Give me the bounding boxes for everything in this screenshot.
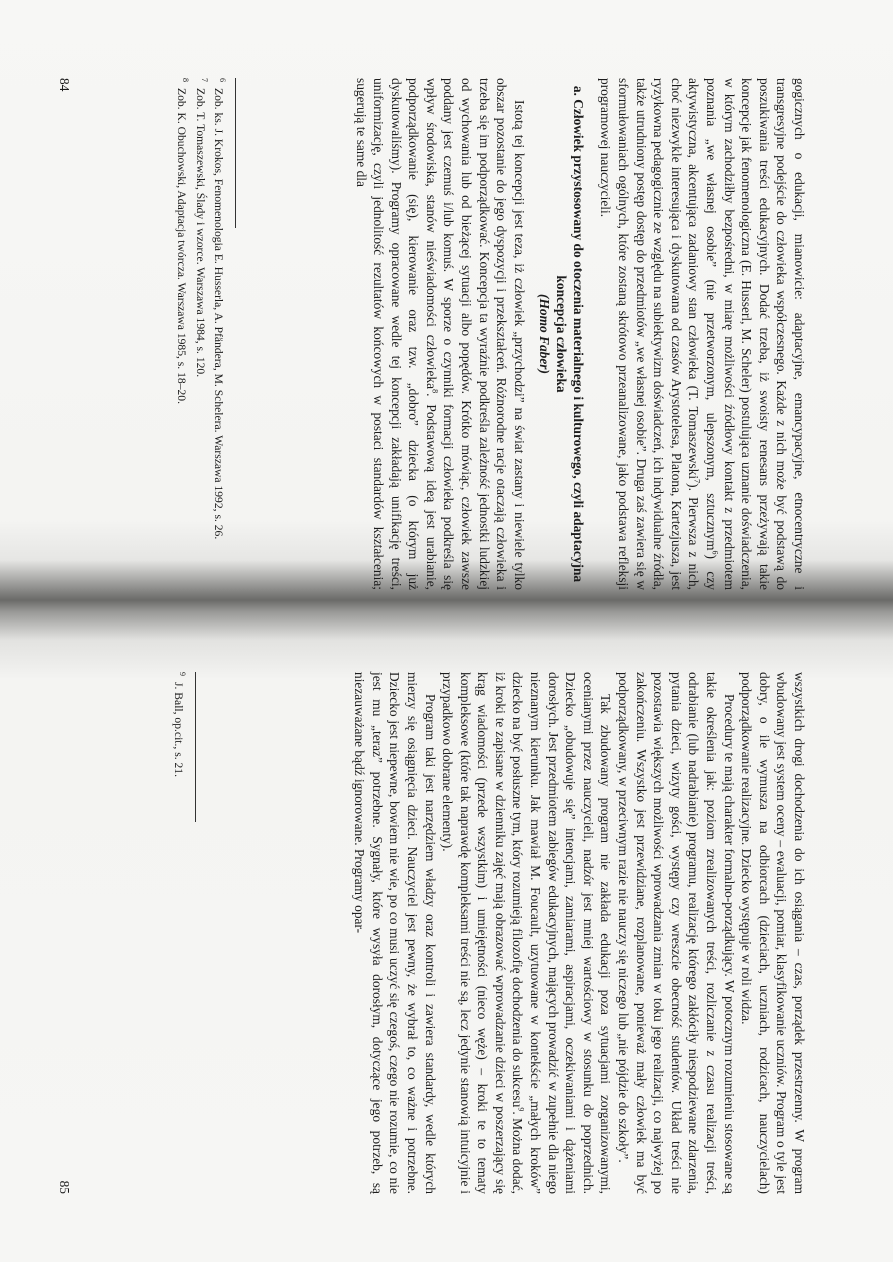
- footnote: $^7$Zob. T. Tomaszewski, Ślady i wzorce. Warszawa 1984, s. 120.: [193, 78, 209, 378]
- page-85: [48, 672, 808, 1194]
- paragraph: Procedury te mają charakter formalno-porządkujący. W potocznym rozumieniu stosowane są takie określenia jak: poziom zrealizowanych treści, rozliczanie z czasu realizacji treści, odrabianie (lub nadrabianie) programu, realizację którego zakłóciły niespodziewane zdarzenia, pytania dzieci, wizyty gości, występy czy wreszcie obecność studentów. Układ treści nie pozostawia większych możliwości wprowadzania zmian w toku jego realizacji, co najwyżej po zakończeniu. Wszystko jest przewidziane, rozplanowane, ponieważ mały człowiek ma być podporządkowany, w przeciwnym razie nie nauczy się niczego lub „nie pójdzie do szkoły”.: [616, 672, 737, 1194]
- footnote-ref: 9: [516, 1107, 526, 1112]
- paragraph: Program taki jest narzędziem władzy oraz kontroli i zawiera standardy, wedle których mierzy się osiągnięcia dzieci. Nauczyciel jest pewny, że wybrał to, co ważne i potrzebne. Dziecko jest niepewne, bowiem nie wie, po co musi uczyć się czegoś, czego nie rozumie, co nie jest mu „teraz” potrzebne. Sygnały, które wysyła dorosłym, dotyczące jego potrzeb, są niezauważane bądź ignorowane. Programy opar-: [352, 672, 438, 1194]
- footnote-ref: 6: [710, 550, 720, 555]
- section-title: a. Człowiek przystosowany do otoczenia materialnego i kulturowego, czyli adaptacyjna koncepcja człowieka: [553, 85, 586, 583]
- footnote-divider: [195, 672, 196, 822]
- paragraph: gogicznych o edukacji, mianowicie: adaptacyjne, emancypacyjne, etnocentryczne i transgresyjne podejście do człowieka współczesnego. Każde z nich może być podstawą do poszukiwania treści edukacyjnych. Dodać trzeba, iż swoisty renesans przeżywają takie koncepcje jak fenomenologiczna (E. Husserl, M. Scheler) postulująca uznanie doświadczenia, w którym zachodziłby bezpośredni, w miarę możliwości źródłowy kontakt z przedmiotem poznania „we własnej osobie” (nie przetworzonym, ulepszonym, sztucznym$^6$) czy aktywistyczna, akcentująca zadaniowy stan człowieka (T. Tomaszewski$^7$). Pierwsza z nich, choć niezwykle interesująca i dyskutowana od czasów Arystotelesa, Platona, Kartezjusza, jest ryzykowna pedagogicznie ze względu na subiektywizm doświadczeń, ich indywidualne źródła, także utrudniony postęp dostęp do przedmiotów „we własnej osobie”. Druga zaś zawiera się w sformułowaniach ogólnych, które zostaną skrótowo przeanalizowane, jako podstawa refleksji programowej nauczycieli.: [598, 78, 807, 590]
- main-text: [351, 672, 808, 1194]
- footnotes: [174, 78, 236, 590]
- page-84: [48, 78, 808, 590]
- footnote: $^6$Zob. ks. J. Krokos, Fenomenologia E. Husserla, A. Pfändera, M. Schelera. Warszawa 1992, s. 26.: [212, 78, 227, 540]
- section-subtitle: (Homo Faber): [536, 294, 552, 374]
- section-heading: [536, 78, 587, 590]
- footnote-divider: [235, 78, 236, 228]
- footnote-ref: 7: [692, 479, 702, 484]
- main-text: [352, 78, 808, 590]
- paragraph: Tak zbudowany program nie zakłada edukacji poza sytuacjami zorganizowanymi, ocenianymi przez nauczycieli, nadzór jest mniej wartościowy w stosunku do poprzednich. Dziecko „obudowuje się” intencjami, zamiarami, aspiracjami, oczekiwaniami i dążeniami dorosłych. Jest przedmiotem zabiegów edukacyjnych, mających prowadzić w zupełnie dla niego nieznanym kierunku. Jak mawiał M. Foucault, uzytuowane w kontekście „małych kroków” dziecko na być posłuszne tym, który rozumieją filozofię dochodzenia do sukcesu$^9$. Można dodać, iż kroki te zapisane w dzienniku zajęć mają obrazować wprowadzanie dzieci w poszerzający się krąg wiadomości (przede wszystkim) i umiejętności (nieco węże) – kroki te to tematy kompleksowe (które tak naprawdę kompleksami treści nie są, lecz jedynie stanowią intuicyjnie i przypadkowo dobrane elementy).: [440, 672, 614, 1194]
- footnote: $^9$J. Ball, op.cit., s. 21.: [172, 672, 187, 778]
- footnotes: [171, 672, 196, 1194]
- footnote-ref: 8: [430, 389, 440, 394]
- paragraph: Istotą tej koncepcji jest teza, iż człowiek „przychodzi” na świat zastany i niewiele tylko obszar pozostanie do jego dyspozycji i przekształceń. Różnorodne racje otaczają człowieka i trzeba się im podporządkować. Koncepcja ta wyraźnie podkreśla zależność jednostki ludzkiej od wychowania lub od bieżącej sytuacji albo popędów. Krótko mówiąc, człowiek zawsze poddany jest czemuś i/lub komuś. W sporze o czynniki formacji człowieka podkreśla się wpływ środowiska, stanów nieświadomości człowieka$^8$. Podstawową ideą jest urabianie, podporządkowanie (się), kierowanie oraz tzw. „dobro” dziecka (o którym już dyskutowaliśmy). Programy opracowane wedle tej koncepcji zakładają unifikację treści, uniformizację, czyli jednolitość rezultatów końcowych w postaci standardów kształcenia; sugerują te same dla: [353, 78, 527, 590]
- footnote: $^8$Zob. K. Obuchowski, Adaptacja twórcza. Warszawa 1985, s. 18–20.: [175, 78, 191, 404]
- paragraph: wszystkich drogi dochodzenia do ich osiągania – czas, porządek przestrzenny. W program wbudowany jest system oceny – ewaluacji, pomiar, klasyfikowanie uczniów. Program o tyle jest dobry, o ile wymusza na odbiorcach (dzieciach, uczniach, rodzicach, nauczycielach) podporządkowanie realizacyjne. Dziecko występuje w roli widza.: [739, 672, 807, 1194]
- page-number: 84: [57, 78, 72, 92]
- page-number: 85: [57, 1180, 72, 1194]
